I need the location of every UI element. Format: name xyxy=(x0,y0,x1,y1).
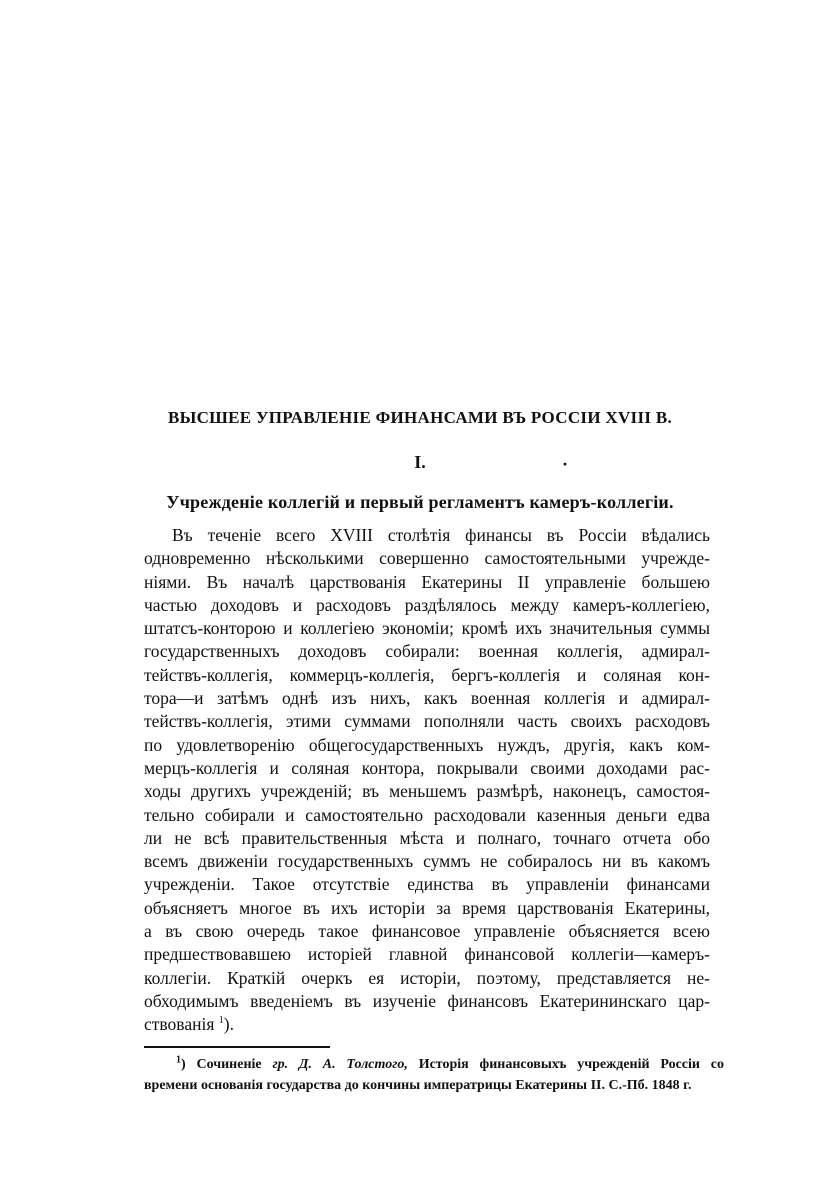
page-title: ВЫСШЕЕ УПРАВЛЕНІЕ ФИНАНСАМИ ВЪ РОССІИ XVIII В. xyxy=(167,408,673,427)
footnote-author: гр. Д. А. Толстого, xyxy=(272,1057,408,1072)
body-line: одновременно нѣсколькими совершенно самостоятельными учрежде- xyxy=(144,548,710,569)
body-line: штатсъ-конторою и коллегіею экономіи; кромѣ ихъ значительныя суммы xyxy=(144,618,710,639)
body-line-text: ствованія xyxy=(144,1014,215,1035)
body-line: учрежденіи. Такое отсутствіе единства въ управленіи финансами xyxy=(144,874,710,895)
body-line: Въ теченіе всего XVIII столѣтія финансы въ Россіи вѣдались xyxy=(172,525,710,545)
body-line-last xyxy=(144,1013,710,1036)
body-line: государственныхъ доходовъ собирали: военная коллегія, адмирал- xyxy=(144,641,710,662)
chapter-number: I. xyxy=(414,452,426,472)
body-line: по удовлетворенію общегосударственныхъ нуждъ, другія, какъ ком- xyxy=(144,734,710,755)
body-line: всемъ движеніи государственныхъ суммъ не собиралось ни въ какомъ xyxy=(144,851,710,872)
body-line: частью доходовъ и расходовъ раздѣлялось между камеръ-коллегіею, xyxy=(144,594,710,615)
body-line: объясняетъ многое въ ихъ исторіи за время царствованія Екатерины, xyxy=(144,897,710,918)
footnote-title-start: Исторія финансовыхъ учрежденій Россіи со xyxy=(407,1057,724,1072)
footnote xyxy=(144,1054,724,1096)
footnote-mark: 1 xyxy=(176,1054,181,1066)
body-line: мерцъ-коллегія и соляная контора, покрывали своими доходами рас- xyxy=(144,757,710,778)
body-line: тора—и затѣмъ однѣ изъ нихъ, какъ военная коллегія и адмирал- xyxy=(144,688,710,709)
body-line: ли не всѣ правительственныя мѣста и полнаго, точнаго отчета обо xyxy=(144,827,710,848)
body-line: а въ свою очередь такое финансовое управленіе объясняется всею xyxy=(144,921,710,942)
body-line: ходы другихъ учрежденій; въ меньшемъ размѣрѣ, наконецъ, самостоя- xyxy=(144,781,710,802)
footnote-line xyxy=(144,1054,724,1075)
body-paragraph xyxy=(144,524,710,1037)
body-line-suffix: ). xyxy=(223,1014,234,1035)
body-line: коллегіи. Краткій очеркъ ея исторіи, поэтому, представляется не- xyxy=(144,967,710,988)
section-title: Учрежденіе коллегій и первый регламентъ камеръ-коллегіи. xyxy=(166,492,674,512)
body-line: тельно собирали и самостоятельно расходовали казенныя деньги едва xyxy=(144,804,710,825)
body-line: обходимымъ введеніемъ въ изученіе финансовъ Екатерининскаго цар- xyxy=(144,990,710,1011)
footnote-divider xyxy=(144,1046,330,1048)
stray-dot: · xyxy=(562,454,569,474)
body-line: ніями. Въ началѣ царствованія Екатерины II управленіе большею xyxy=(144,571,710,592)
footnote-line: времени основанія государства до кончины императрицы Екатерины II. С.-Пб. 1848 г. xyxy=(144,1078,692,1093)
footnote-prefix: ) Сочиненіе xyxy=(181,1057,273,1072)
body-line: предшествовавшею исторіей главной финансовой коллегіи—камеръ- xyxy=(144,944,710,965)
body-line: тействъ-коллегія, коммерцъ-коллегія, бергъ-коллегія и соляная кон- xyxy=(144,664,710,685)
body-line: тействъ-коллегія, этими суммами пополняли часть своихъ расходовъ xyxy=(144,711,710,732)
footnote-reference: 1 xyxy=(218,1015,224,1027)
